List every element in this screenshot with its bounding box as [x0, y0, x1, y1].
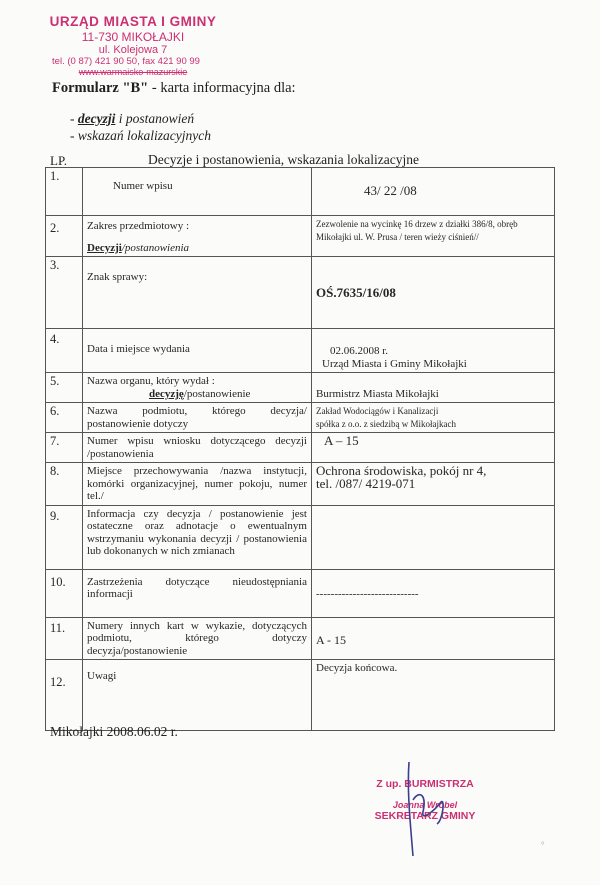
table-row: [46, 569, 555, 617]
stamp-line-5: www.warmaisko-mazurskie: [78, 67, 188, 77]
option-decisions: [70, 110, 211, 127]
row-label-sub: [87, 388, 307, 401]
row-label: Nazwa podmiotu, którego decyzja/ postanowienie dotyczy: [83, 403, 312, 433]
row-value-text: OŚ.7635/16/08: [316, 285, 396, 300]
row-label: [83, 168, 312, 216]
stamp-line-2: 11-730 MIKOŁAJKI: [81, 30, 185, 44]
row-label-text: Zastrzeżenia dotyczące nieudostępniania informacji: [87, 575, 307, 600]
row-label: [83, 660, 312, 731]
row-label-rest: /postanowienie: [183, 387, 251, 400]
row-number: 1.: [46, 168, 83, 216]
table-row: [46, 505, 555, 569]
row-number: 7.: [46, 433, 83, 463]
row-value: [312, 329, 555, 373]
row-value-line-1: 02.06.2008 r.: [330, 345, 389, 357]
row-value: [312, 168, 555, 216]
form-options: [70, 110, 211, 144]
row-label-text: Znak sprawy:: [87, 271, 148, 283]
row-value: [312, 373, 555, 403]
row-value-text: Decyzja końcowa.: [316, 662, 398, 674]
row-number: 12.: [46, 660, 83, 731]
row-label: Miejsce przechowywania /nazwa instytucji, komórki organizacyjnej, numer pokoju, numer tel./: [83, 463, 312, 506]
row-label-rest: /postanowienia: [121, 241, 190, 254]
row-number: 6.: [46, 403, 83, 433]
table-row: [46, 168, 555, 216]
row-value: [312, 569, 555, 617]
option-decisions-rest: i postanowień: [115, 111, 195, 126]
row-value: [312, 660, 555, 731]
row-value: [312, 617, 555, 660]
handwritten-signature-icon: [395, 760, 455, 860]
row-label: [83, 216, 312, 257]
table-row: [46, 433, 555, 463]
table-row: [46, 257, 555, 329]
table-row: [46, 403, 555, 433]
table-row: [46, 216, 555, 257]
row-label-text: Nazwa organu, który wydał :: [87, 375, 215, 387]
stamp-line-4: tel. (0 87) 421 90 50, fax 421 90 99: [52, 56, 200, 67]
row-value-line-2: tel. /087/ 4219-071: [316, 475, 416, 491]
option-location: - wskazań lokalizacyjnych: [70, 128, 211, 143]
row-number: 11.: [46, 617, 83, 660]
row-value: [312, 403, 555, 433]
row-number: 10.: [46, 569, 83, 617]
row-value-line-1: Zakład Wodociągów i Kanalizacji: [316, 406, 439, 416]
row-label: [83, 329, 312, 373]
stamp-line-1: URZĄD MIASTA I GMINY: [49, 14, 217, 29]
table-row: [46, 373, 555, 403]
row-label: Numery innych kart w wykazie, dotyczących podmiotu, którego dotyczy decyzja/postanowienie: [83, 617, 312, 660]
row-value: Zezwolenie na wycinkę 16 drzew z działki 386/8, obręb Mikołajki ul. W. Prusa / teren wieży ciśnień//: [312, 216, 555, 257]
row-label-text: Numer wpisu: [113, 180, 173, 192]
row-number: 3.: [46, 257, 83, 329]
row-value-line-2: spółka z o.o. z siedzibą w Mikołajkach: [316, 418, 456, 429]
row-label-underlined: Decyzji: [87, 241, 122, 254]
office-stamp: [18, 14, 248, 77]
row-label: Numer wpisu wniosku dotyczącego decyzji /postanowienia: [83, 433, 312, 463]
scan-mark: °: [541, 840, 545, 850]
stamp-line-3: ul. Kolejowa 7: [98, 44, 168, 56]
row-label: [83, 257, 312, 329]
row-label: Informacja czy decyzja / postanowienie jest ostateczne oraz adnotacje o ewentualnym wstrzymaniu wykonania decyzji / postanowienia lub dokonanych w nich zmianach: [83, 505, 312, 569]
form-title: [52, 80, 296, 97]
row-value: [312, 433, 555, 463]
table-row: [46, 660, 555, 731]
form-title-rest: - karta informacyjna dla:: [148, 80, 296, 96]
table-row: [46, 463, 555, 506]
row-value-text: 43/ 22 /08: [364, 183, 417, 198]
form-title-bold: Formularz "B": [52, 80, 149, 96]
row-value-text: ----------------------------: [316, 587, 419, 600]
row-value-text: A – 15: [324, 433, 359, 448]
row-value-line-1: Ochrona środowiska, pokój nr 4,: [316, 463, 487, 478]
row-value-text: A - 15: [316, 632, 346, 647]
option-prefix: -: [70, 111, 78, 126]
signature-line-1: Z up. BURMISTRZA: [376, 778, 474, 790]
row-value: [312, 257, 555, 329]
row-number: 5.: [46, 373, 83, 403]
info-table: [45, 167, 555, 731]
row-value: [312, 463, 555, 506]
row-number: 2.: [46, 216, 83, 257]
row-value: [312, 505, 555, 569]
place-date: Mikołajki 2008.06.02 r.: [50, 724, 178, 739]
signature-line-3: SEKRETARZ GMINY: [374, 810, 476, 822]
row-label-text: Data i miejsce wydania: [87, 343, 190, 355]
lp-header: LP.: [50, 153, 67, 168]
section-header: Decyzje i postanowienia, wskazania lokalizacyjne: [148, 152, 420, 167]
row-label-sub: [87, 242, 307, 255]
row-value-line-2: Urząd Miasta i Gminy Mikołajki: [322, 357, 467, 370]
row-number: 4.: [46, 329, 83, 373]
row-number: 8.: [46, 463, 83, 506]
option-decisions-word: decyzji: [77, 111, 116, 126]
row-value-text: Burmistrz Miasta Mikołajki: [316, 387, 439, 400]
row-number: 9.: [46, 505, 83, 569]
signature-line-2: Joanna Wróbel: [392, 800, 458, 810]
table-row: [46, 329, 555, 373]
table-row: [46, 617, 555, 660]
row-label: [83, 373, 312, 403]
row-label: [83, 569, 312, 617]
row-label-text: Zakres przedmiotowy :: [87, 220, 190, 232]
row-label-text: Uwagi: [87, 670, 117, 682]
row-label-underlined: decyzję: [149, 387, 184, 400]
